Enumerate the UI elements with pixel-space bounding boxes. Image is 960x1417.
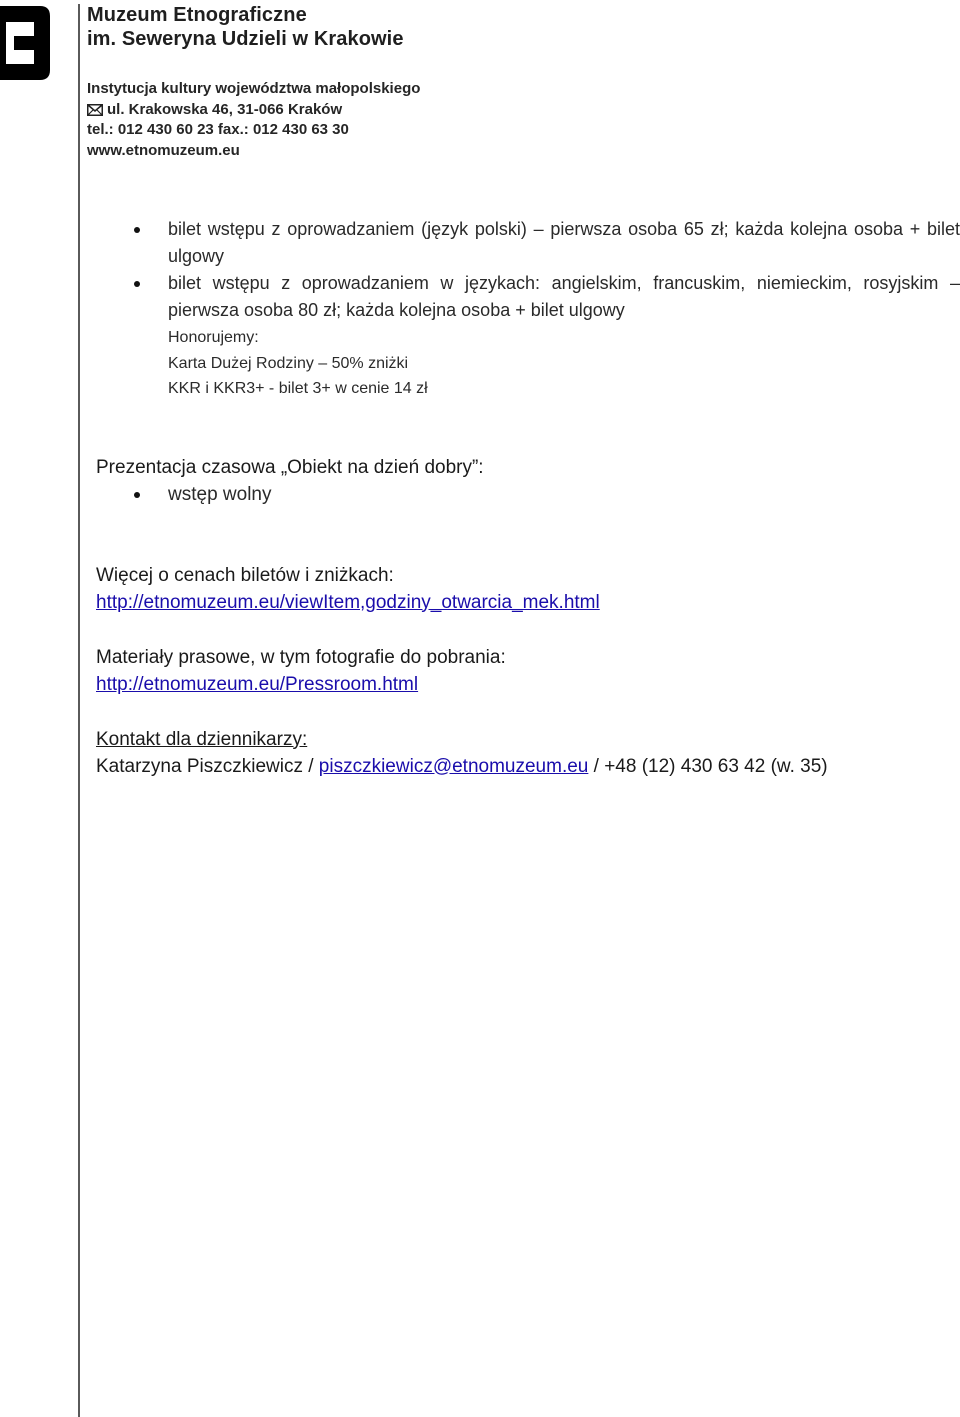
contact-name: Katarzyna Piszczkiewicz / (96, 755, 314, 777)
honor-item: KKR i KKR3+ - bilet 3+ w cenie 14 zł (168, 380, 428, 397)
presentation-item (96, 481, 960, 508)
more-prices-label: Więcej o cenach biletów i zniżkach: (96, 564, 394, 586)
ticket-item (96, 270, 960, 324)
more-prices-link-row (96, 589, 960, 616)
bullet-icon (134, 227, 140, 233)
honor-block (96, 325, 960, 402)
presentation-title: Prezentacja czasowa „Obiekt na dzień dobry”: (96, 456, 484, 478)
website-line: www.etnomuzeum.eu (87, 141, 240, 159)
press-link-row (96, 671, 960, 698)
press-link[interactable]: http://etnomuzeum.eu/Pressroom.html (96, 673, 419, 695)
contact-line (96, 753, 960, 780)
more-prices-link[interactable]: http://etnomuzeum.eu/viewItem,godziny_otwarcia_mek.html (96, 591, 600, 613)
museum-logo (0, 4, 52, 82)
honor-heading: Honorujemy: (168, 329, 259, 346)
contact-phone: / +48 (12) 430 63 42 (w. 35) (593, 755, 828, 777)
museum-name-line2: im. Seweryna Udzieli w Krakowie (87, 28, 404, 50)
document-body (96, 216, 960, 780)
honor-item: Karta Dużej Rodziny – 50% zniżki (168, 354, 409, 372)
presentation-list (96, 481, 960, 508)
ticket-item-text: bilet wstępu z oprowadzaniem w językach: angielskim, francuskim, niemieckim, rosyjskim – pierwsza osoba 80 zł; każda kolejna osoba + bilet ulgowy (168, 273, 960, 320)
press-label: Materiały prasowe, w tym fotografie do pobrania: (96, 646, 506, 668)
museum-name-line1: Muzeum Etnograficzne (87, 4, 307, 26)
museum-name (87, 3, 404, 51)
envelope-icon (87, 104, 103, 116)
address-line (87, 100, 420, 121)
vertical-rule (78, 4, 80, 1417)
address-text: ul. Krakowska 46, 31-066 Kraków (107, 100, 343, 118)
bullet-icon (134, 281, 140, 287)
ticket-item (96, 216, 960, 270)
phones-line: tel.: 012 430 60 23 fax.: 012 430 63 30 (87, 121, 349, 138)
institution-block (87, 79, 420, 161)
presentation-item-text: wstęp wolny (168, 483, 272, 505)
contact-heading: Kontakt dla dziennikarzy: (96, 728, 308, 750)
contact-email-link[interactable]: piszczkiewicz@etnomuzeum.eu (318, 755, 589, 777)
institution-line: Instytucja kultury województwa małopolskiego (87, 80, 421, 97)
bullet-icon (134, 492, 140, 498)
ticket-list (96, 216, 960, 324)
ticket-item-text: bilet wstępu z oprowadzaniem (język polski) – pierwsza osoba 65 zł; każda kolejna osoba + bilet ulgowy (168, 219, 960, 266)
